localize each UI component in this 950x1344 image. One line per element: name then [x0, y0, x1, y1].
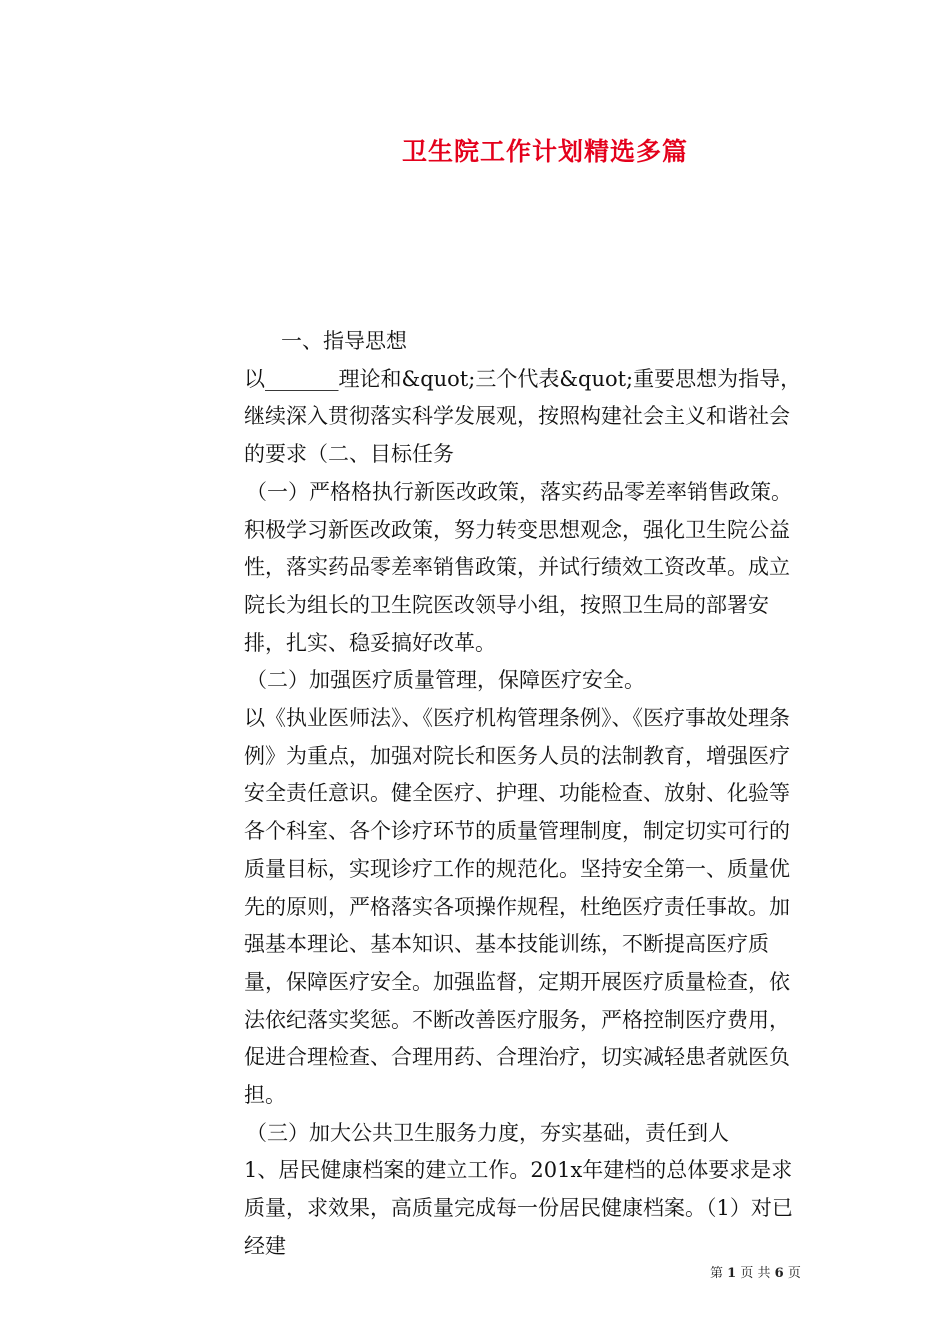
page-footer [710, 1262, 801, 1281]
footer-suffix: 页 [787, 1266, 801, 1281]
footer-prefix: 第 [710, 1266, 724, 1281]
paragraph-health-records: 1、居民健康档案的建立工作。201x年建档的总体要求是求质量，求效果，高质量完成每一份居民健康档案。（1）对已经建 [244, 1158, 793, 1258]
subheading-public-health: （三）加大公共卫生服务力度，夯实基础，责任到人 [246, 1120, 729, 1145]
footer-middle: 页 共 [740, 1266, 771, 1281]
paragraph-medical-reform: 积极学习新医改政策，努力转变思想观念，强化卫生院公益性，落实药品零差率销售政策，并试行绩效工资改革。成立院长为组长的卫生院医改领导小组，按照卫生局的部署安排，扎实、稳妥搞好改革。 [244, 517, 790, 655]
subheading-medical-quality: （二）加强医疗质量管理，保障医疗安全。 [246, 668, 645, 693]
footer-total-pages: 6 [774, 1266, 784, 1281]
document-title: 卫生院工作计划精选多篇 [401, 137, 688, 166]
footer-page-number: 1 [727, 1266, 737, 1281]
paragraph-guiding-ideology: 以_______理论和&quot;三个代表&quot;重要思想为指导，继续深入贯彻落实科学发展观，按照构建社会主义和谐社会的要求（二、目标任务 [244, 366, 802, 467]
paragraph-medical-quality: 以《执业医师法》、《医疗机构管理条例》、《医疗事故处理条例》为重点，加强对院长和医务人员的法制教育，增强医疗安全责任意识。健全医疗、护理、功能检查、放射、化验等各个科室、各个诊疗环节的质量管理制度，制定切实可行的质量目标，实现诊疗工作的规范化。坚持安全第一、质量优先的原则，严格落实各项操作规程，杜绝医疗责任事故。加强基本理论、基本知识、基本技能训练，不断提高医疗质量，保障医疗安全。加强监督，定期开展医疗质量检查，依法依纪落实奖惩。不断改善医疗服务，严格控制医疗费用，促进合理检查、合理用药、合理治疗，切实减轻患者就医负担。 [244, 706, 790, 1108]
section-heading-guiding-ideology: 一、指导思想 [281, 329, 407, 353]
document-body [145, 323, 807, 1266]
subheading-medical-reform: （一）严格格执行新医改政策，落实药品零差率销售政策。 [246, 479, 792, 504]
